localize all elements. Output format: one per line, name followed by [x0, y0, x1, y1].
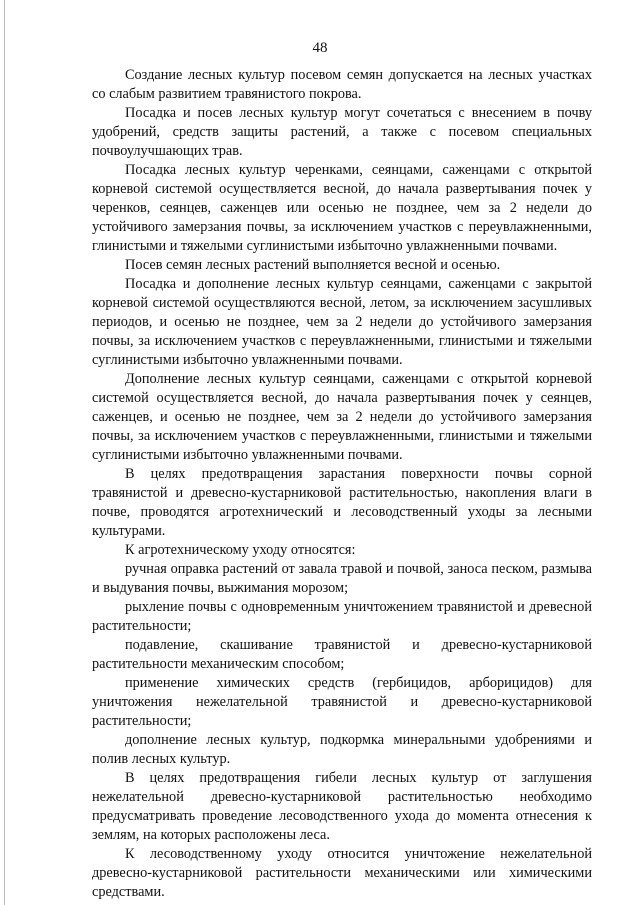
paragraph: Посадка и посев лесных культур могут сочетаться с внесением в почву удобрений, средств защиты растений, а также с посевом специальных почвоулучшающих трав. [92, 105, 592, 159]
paragraph: К лесоводственному уходу относится уничтожение нежелательной древесно-кустарниковой растительности механическими или химическими средствами. [92, 846, 592, 900]
paragraph: Посадка лесных культур черенками, сеянцами, саженцами с открытой корневой системой осуществляется весной, до начала развертывания почек у черенков, сеянцев, саженцев или осенью не позднее, чем за 2 недели до устойчивого замерзания почвы, за исключением участков с переувлажненными, глинистыми и тяжелыми суглинистыми избыточно увлажненными почвами. [92, 162, 592, 254]
paragraph: В целях предотвращения зарастания поверхности почвы сорной травянистой и древесно-кустарниковой растительностью, накопления влаги в почве, проводятся агротехнический и лесоводственный уходы за лесными культурами. [92, 466, 592, 539]
paragraph: Создание лесных культур посевом семян допускается на лесных участках со слабым развитием травянистого покрова. [92, 67, 592, 102]
paragraph: К агротехническому уходу относятся: [125, 542, 356, 558]
list-item: дополнение лесных культур, подкормка минеральными удобрениями и полив лесных культур. [92, 732, 592, 767]
list-item: рыхление почвы с одновременным уничтожением травянистой и древесной растительности; [92, 599, 592, 634]
paragraph: В целях предотвращения гибели лесных культур от заглушения нежелательной древесно-кустарниковой растительностью необходимо предусматривать проведение лесоводственного ухода до момента отнесения к землям, на которых расположены леса. [92, 770, 592, 843]
paragraph: Посадка и дополнение лесных культур сеянцами, саженцами с закрытой корневой системой осуществляются весной, летом, за исключением засушливых периодов, и осенью не позднее, чем за 2 недели до устойчивого замерзания почвы, за исключением участков с переувлажненными, глинистыми и тяжелыми суглинистыми избыточно увлажненными почвами. [92, 276, 592, 368]
document-body [92, 66, 592, 902]
page-number: 48 [312, 40, 328, 56]
list-item: применение химических средств (гербицидов, арборицидов) для уничтожения нежелательной травянистой и древесно-кустарниковой растительности; [92, 675, 592, 729]
paragraph: Посев семян лесных растений выполняется весной и осенью. [125, 257, 501, 273]
paragraph: Дополнение лесных культур сеянцами, саженцами с открытой корневой системой осуществляется весной, до начала развертывания почек у сеянцев, саженцев, и осенью не позднее, чем за 2 недели до устойчивого замерзания почвы, за исключением участков с переувлажненными, глинистыми и тяжелыми суглинистыми избыточно увлажненными почвами. [92, 371, 592, 463]
scan-edge-line [4, 0, 5, 905]
list-item: ручная оправка растений от завала травой и почвой, заноса песком, размыва и выдувания почвы, выжимания морозом; [92, 561, 592, 596]
list-item: подавление, скашивание травянистой и древесно-кустарниковой растительности механическим способом; [92, 637, 592, 672]
